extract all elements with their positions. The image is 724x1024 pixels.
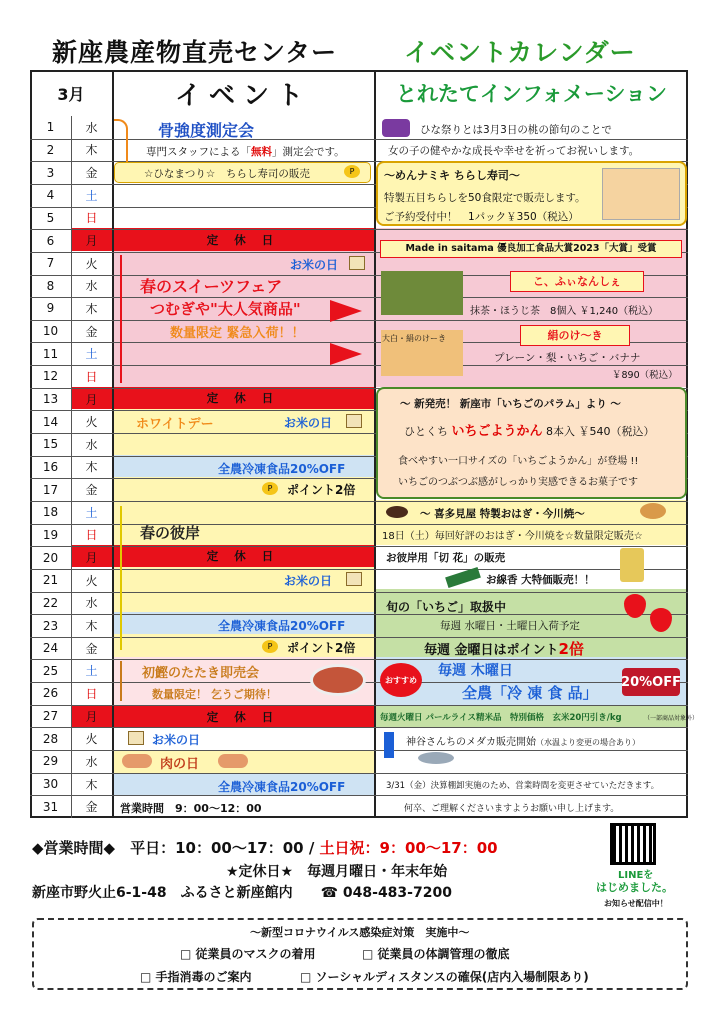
row-divider xyxy=(30,795,688,796)
strawberry-sub: 毎週 水曜日・土曜日入荷予定 xyxy=(440,620,580,632)
day-number: 1 xyxy=(46,120,55,135)
rice-box-icon xyxy=(349,256,365,270)
day-number: 21 xyxy=(42,573,59,588)
day-number: 30 xyxy=(42,777,59,792)
chirashi-line2: ご予約受付中！ 1パック￥350（税込） xyxy=(384,211,579,223)
weekday: 水 xyxy=(85,437,98,452)
row-divider xyxy=(30,705,688,706)
sweets-fair-title: 春のスイーツフェア xyxy=(140,277,283,296)
weekday: 日 xyxy=(85,369,98,384)
day-number: 20 xyxy=(42,550,59,565)
weekday: 木 xyxy=(85,143,98,158)
tsumugiya-title: つむぎや"大人気商品" xyxy=(150,300,301,318)
row-divider xyxy=(30,297,688,298)
day-number: 19 xyxy=(42,527,59,542)
imagawayaki-icon xyxy=(640,503,666,519)
weekday: 火 xyxy=(85,256,98,271)
weekday: 金 xyxy=(85,800,98,815)
arrow-vertical xyxy=(120,255,122,383)
closing-2: 何卒、ご理解くださいますようお願い申し上げます。 xyxy=(404,804,620,814)
rice-day-28: お米の日 xyxy=(152,733,201,747)
chirashi-title: ～めんナミキ ちらし寿司～ xyxy=(384,169,520,182)
weekday: 土 xyxy=(85,664,98,679)
weekday: 月 xyxy=(85,234,98,249)
closed-band-13: 定 休 日 xyxy=(112,387,374,409)
day-number: 10 xyxy=(42,324,59,339)
point-17: ポイント2倍 xyxy=(287,483,356,497)
day-number: 17 xyxy=(42,482,59,497)
divider xyxy=(112,70,114,818)
line-text-c: お知らせ配信中！ xyxy=(604,899,668,908)
hours-line: ◆営業時間◆ 平日：10：00～17：00 / 土日祝：9：00～17：00 xyxy=(32,839,498,857)
day-number: 26 xyxy=(42,686,59,701)
weekday: 月 xyxy=(85,551,98,566)
day-number: 3 xyxy=(46,165,55,180)
red-arrow-icon xyxy=(330,300,362,322)
day-number: 6 xyxy=(46,233,55,248)
meat-icon xyxy=(218,754,248,768)
koi-name: こ、ふぃなんしぇ xyxy=(510,271,644,292)
covid-item-1: □ 従業員のマスクの着用 xyxy=(180,947,316,961)
page-title: 新座農産物直売センター xyxy=(52,38,338,67)
koi-desc: 抹茶・ほうじ茶 8個入 ￥1,240（税込） xyxy=(470,306,659,317)
row-divider xyxy=(30,365,688,366)
row-divider xyxy=(30,614,688,615)
day-number: 14 xyxy=(42,414,59,429)
day-number: 13 xyxy=(42,392,59,407)
kinu-name: 絹のけ～き xyxy=(520,325,630,346)
rice-box-icon xyxy=(128,731,144,745)
ichigo-line1: ひとくち いちごようかん 8本入 ￥540（税込） xyxy=(404,424,655,439)
covid-item-2: □ 従業員の体調管理の徹底 xyxy=(362,947,510,961)
thursday-title: 毎週 木曜日 xyxy=(438,663,513,679)
row-divider xyxy=(30,659,688,660)
closed-band-20: 定 休 日 xyxy=(112,545,374,567)
day-number: 27 xyxy=(42,709,59,724)
frozen-30: 全農冷凍食品20%OFF xyxy=(218,780,346,794)
day-number: 31 xyxy=(42,799,59,814)
point-24: ポイント2倍 xyxy=(287,641,356,655)
weekday: 土 xyxy=(85,347,98,362)
day-number: 15 xyxy=(42,437,59,452)
frozen-23: 全農冷凍食品20%OFF xyxy=(218,619,346,633)
rice-day-14: お米の日 xyxy=(284,416,333,430)
row-divider xyxy=(30,727,688,728)
osusume-badge: おすすめ xyxy=(380,663,422,697)
row-divider xyxy=(30,592,688,593)
weekday: 金 xyxy=(85,641,98,656)
hina-line2: 女の子の健やかな成長や幸せを祈ってお祝いします。 xyxy=(388,145,640,157)
day-number: 7 xyxy=(46,256,55,271)
higan-title: 春の彼岸 xyxy=(140,524,201,542)
ichigo-title: ～ 新発売！ 新座市「いちごのパラム」より ～ xyxy=(400,398,621,410)
hinamatsuri-text: ☆ひなまつり☆ ちらし寿司の販売 xyxy=(144,168,310,180)
weekday: 水 xyxy=(85,596,98,611)
flower-pot-icon xyxy=(620,548,644,582)
arrow-vertical xyxy=(120,661,122,701)
hina-doll-icon xyxy=(382,119,410,137)
weekday: 木 xyxy=(85,619,98,633)
month-header: 3月 xyxy=(57,84,85,104)
row-divider xyxy=(30,139,688,140)
frozen-16: 全農冷凍食品20%OFF xyxy=(218,462,346,476)
medaka-fish-icon xyxy=(418,752,454,764)
day-number: 23 xyxy=(42,618,59,633)
day-number: 8 xyxy=(46,278,55,293)
row-divider xyxy=(30,569,688,570)
weekday: 土 xyxy=(85,505,98,520)
coin-icon: P xyxy=(262,482,278,495)
covid-title: ～新型コロナウイルス感染症対策 実施中～ xyxy=(250,926,470,939)
weekday: 木 xyxy=(85,301,98,316)
row-divider xyxy=(30,229,688,230)
limited-title: 数量限定 緊急入荷！！ xyxy=(170,326,305,341)
day-number: 24 xyxy=(42,641,59,656)
row-divider xyxy=(30,750,688,751)
kitakata-line: 18日（土）毎回好評のおはぎ・今川焼を☆数量限定販売☆ xyxy=(382,531,643,542)
weekday: 日 xyxy=(85,211,98,226)
coin-icon: P xyxy=(344,165,360,178)
katsuo-title: 初鰹のたたき即売会 xyxy=(142,666,260,681)
day-number: 28 xyxy=(42,731,59,746)
day-number: 4 xyxy=(46,188,55,203)
kinu-price: ￥890（税込） xyxy=(612,370,678,381)
weekday: 火 xyxy=(85,415,98,430)
row-divider xyxy=(30,773,688,774)
rice-day-21: お米の日 xyxy=(284,574,333,588)
day-number: 12 xyxy=(42,369,59,384)
kinu-desc: プレーン・梨・いちご・バナナ xyxy=(494,352,641,364)
weekday: 水 xyxy=(85,120,98,135)
day-number: 18 xyxy=(42,505,59,520)
kinu-label: 大白・絹のけーき xyxy=(382,334,446,343)
koi-financier-image xyxy=(381,271,463,315)
coin-icon: P xyxy=(262,640,278,653)
closed-days-line: ★定休日★ 毎週月曜日・年末年始 xyxy=(226,864,448,880)
ichigo-line2: 食べやすい一口サイズの「いちごようかん」が登場 !! xyxy=(398,456,639,467)
hina-line1: ひな祭りとは3月3日の桃の節句のことで xyxy=(420,124,612,136)
weekday: 木 xyxy=(85,460,98,475)
hours-31: 営業時間 9：00～12：00 xyxy=(120,802,262,815)
closed-band-6: 定 休 日 xyxy=(112,228,374,251)
weekday: 月 xyxy=(85,709,98,724)
day-number: 25 xyxy=(42,663,59,678)
rice-day-7: お米の日 xyxy=(290,258,339,272)
day-number: 16 xyxy=(42,459,59,474)
flowers-text: お彼岸用「切 花」の販売 xyxy=(386,552,506,564)
ichigo-line3: いちごのつぶつぶ感がしっかり実感できるお菓子です xyxy=(398,477,638,488)
rice-box-icon xyxy=(346,572,362,586)
info-column-header: とれたてインフォメーション xyxy=(395,82,668,106)
red-arrow-icon xyxy=(330,343,362,365)
medaka-text: 神谷さんちのメダカ販売開始（水温より変更の場合あり） xyxy=(406,737,640,748)
address-line: 新座市野火止6-1-48 ふるさと新座館内 ☎ 048-483-7200 xyxy=(32,885,452,901)
weekday: 金 xyxy=(85,324,98,339)
event-column-header: イベント xyxy=(174,80,311,111)
bone-event-sub: 専門スタッフによる「無料」測定会です。 xyxy=(146,146,345,158)
thursday-sub: 全農「冷 凍 食 品」 xyxy=(462,684,598,702)
closed-band-27: 定 休 日 xyxy=(112,705,374,728)
covid-item-3: □ 手指消毒のご案内 xyxy=(140,970,252,984)
ohagi-icon xyxy=(386,506,408,518)
weekday: 日 xyxy=(85,686,98,701)
award-banner: Made in saitama 優良加工食品大賞2023「大賞」受賞 xyxy=(380,240,682,258)
weekday: 水 xyxy=(85,279,98,294)
rice-box-icon xyxy=(346,414,362,428)
chirashi-sushi-image xyxy=(602,168,680,220)
row-divider xyxy=(30,524,688,525)
blue-arrow-icon xyxy=(384,732,394,758)
row-divider xyxy=(30,546,688,547)
row-divider xyxy=(30,637,688,638)
friday-point: 毎週 金曜日はポイント2倍 xyxy=(424,640,584,658)
qr-code-icon[interactable] xyxy=(610,823,656,865)
day-number: 11 xyxy=(42,346,59,361)
day-number: 22 xyxy=(42,595,59,610)
weekday: 火 xyxy=(85,732,98,747)
weekday: 火 xyxy=(85,573,98,588)
bone-event-title: 骨強度測定会 xyxy=(158,121,255,140)
day-number: 2 xyxy=(46,142,55,157)
line-text-a: LINEを xyxy=(618,870,654,881)
tuesday-note: （一部商品対象外） xyxy=(644,715,699,722)
meat-icon xyxy=(122,754,152,768)
incense-text: お線香 大特価販売！！ xyxy=(486,574,595,586)
katsuo-plate-icon xyxy=(310,664,366,696)
weekday: 日 xyxy=(85,528,98,543)
tuesday-rice: 毎週火曜日 パールライス精米品 特別価格 玄米20円引き/kg xyxy=(380,713,622,723)
row-divider xyxy=(30,501,688,502)
weekday: 月 xyxy=(85,392,98,407)
white-day: ホワイトデー xyxy=(136,417,214,432)
weekday: 土 xyxy=(85,188,98,203)
weekday: 金 xyxy=(85,483,98,498)
line-text-b: はじめました。 xyxy=(596,881,673,894)
page-subtitle: イベントカレンダー xyxy=(404,38,636,67)
chirashi-line1: 特製五目ちらしを50食限定で販売します。 xyxy=(384,192,586,204)
kitakata-title: ～ 喜多見屋 特製おはぎ・今川焼～ xyxy=(420,508,585,520)
arrow-vertical xyxy=(120,506,122,650)
strawberry-title: 旬の「いちご」取扱中 xyxy=(386,600,507,614)
covid-item-4: □ ソーシャルディスタンスの確保(店内入場制限あり) xyxy=(300,970,589,984)
katsuo-sub: 数量限定！ 乞うご期待！ xyxy=(152,688,277,701)
day-number: 9 xyxy=(46,301,55,316)
weekday: 木 xyxy=(85,777,98,792)
weekday: 水 xyxy=(85,754,98,769)
meat-day: 肉の日 xyxy=(160,757,200,772)
day-number: 5 xyxy=(46,210,55,225)
day-number: 29 xyxy=(42,754,59,769)
discount-tag: 20%OFF xyxy=(622,668,680,696)
closing-1: 3/31（金）決算棚卸実施のため、営業時間を変更させていただきます。 xyxy=(386,781,660,791)
weekday: 金 xyxy=(85,166,98,181)
